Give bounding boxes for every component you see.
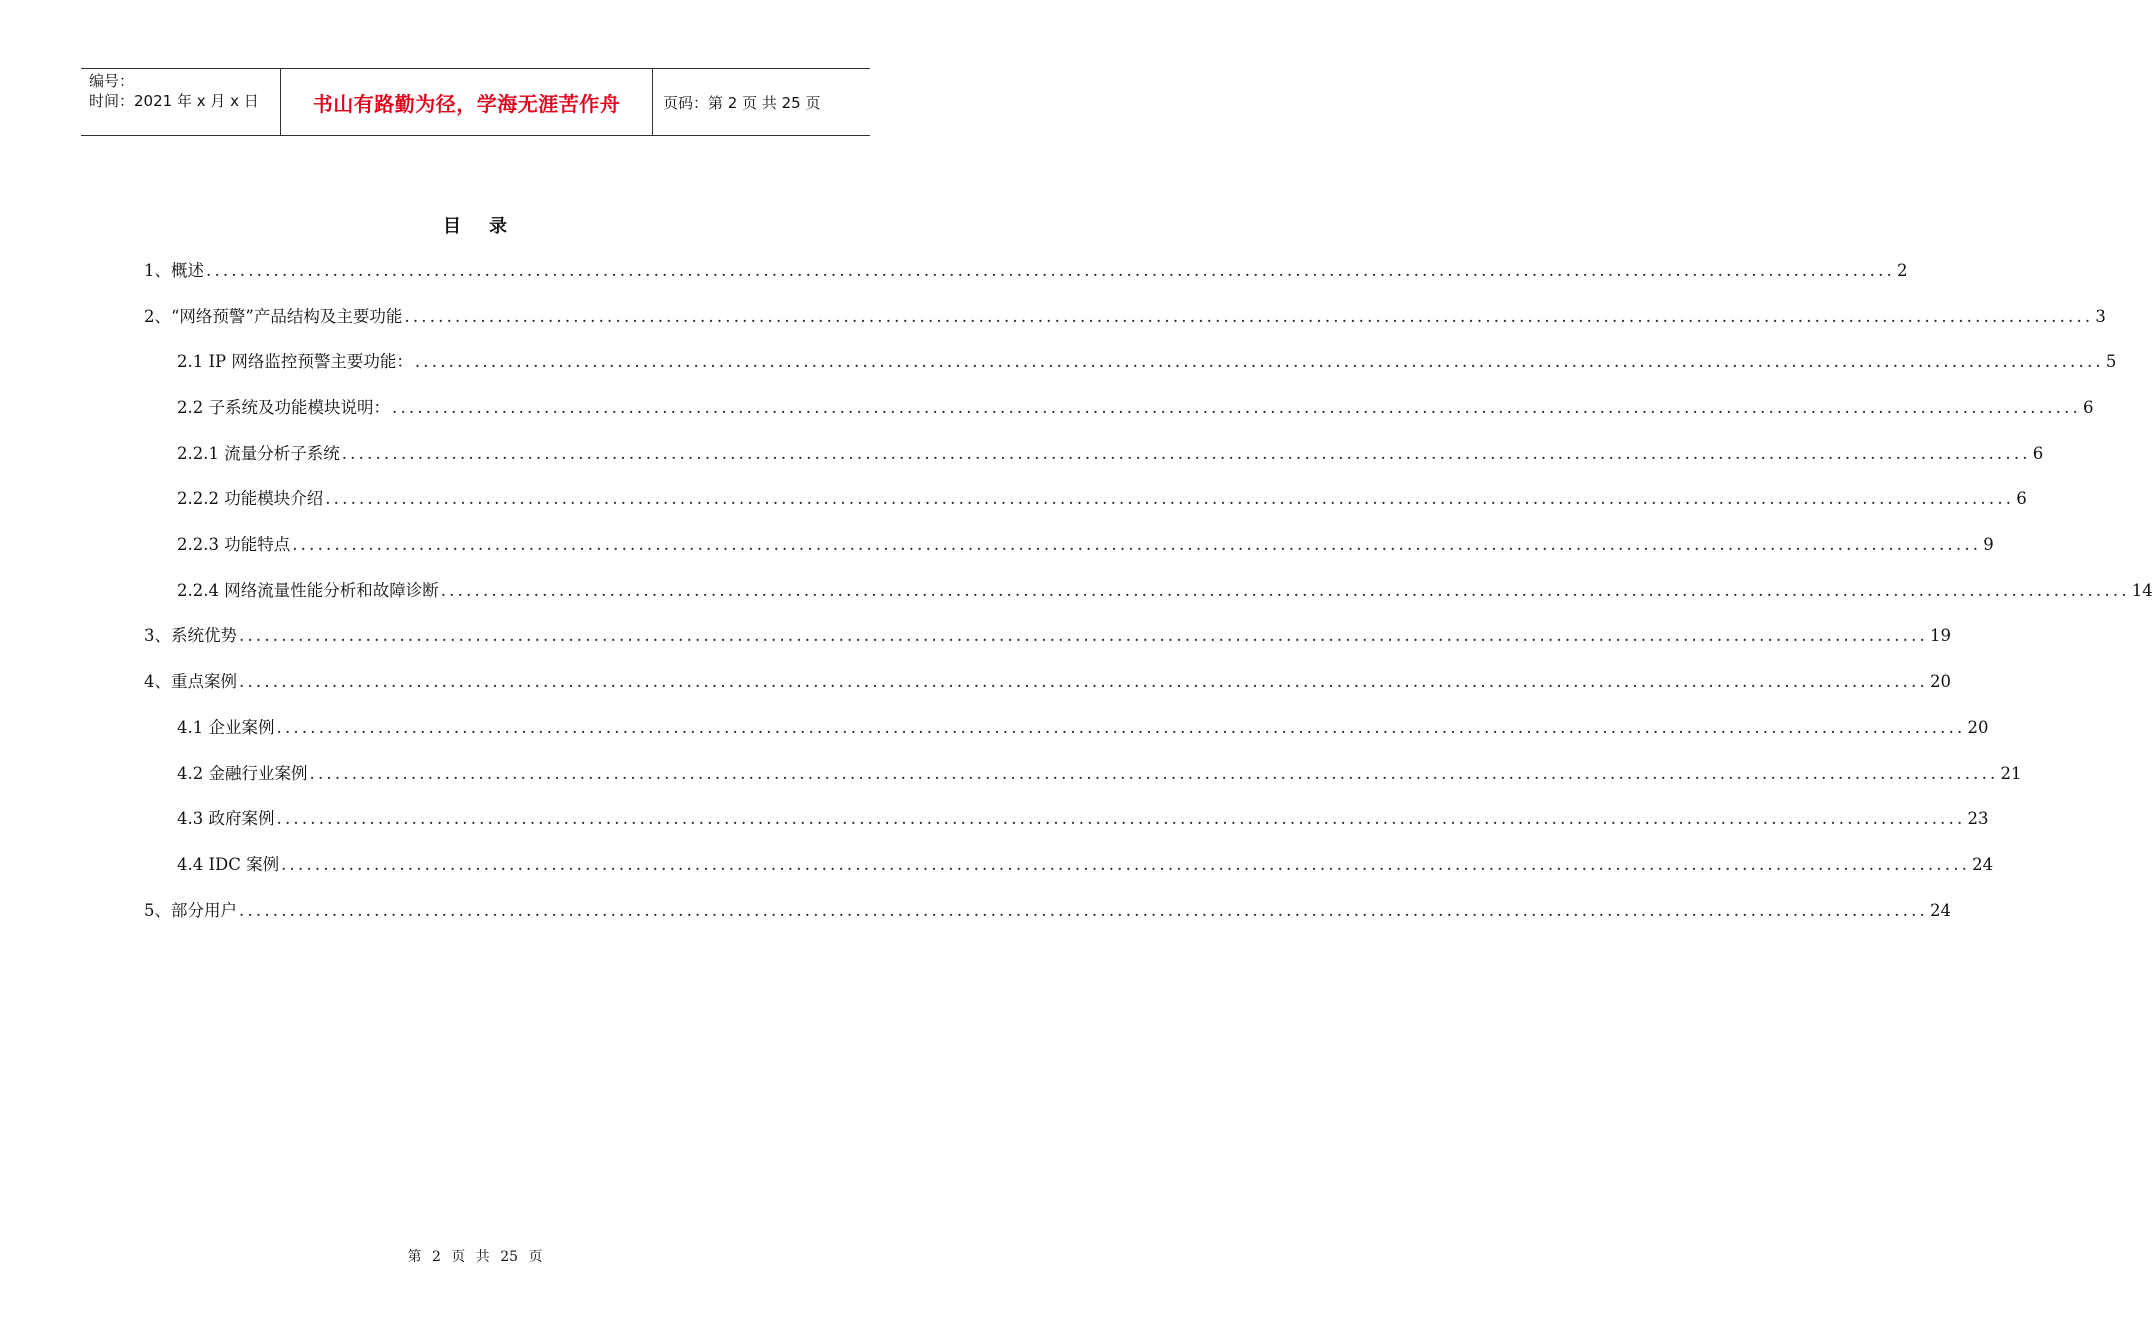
toc-entry[interactable] (177, 715, 1989, 741)
toc-title: 目录 (443, 216, 535, 237)
toc-leader-dots: ........................................................................................................................................................................................................ (281, 855, 1971, 874)
header-code-label: 编号： (89, 72, 135, 90)
toc-entry-page: 21 (2000, 764, 2022, 783)
toc-entry[interactable] (177, 486, 2027, 512)
page-footer: 第 2 页 共 25 页 (407, 1249, 543, 1265)
toc-entry-page: 2 (1896, 261, 1908, 280)
toc-entry-page: 24 (1972, 855, 1994, 874)
header-page-cell (653, 69, 870, 135)
toc-entry-label: 4.2 金融行业案例 (177, 764, 308, 783)
toc-entry[interactable] (177, 395, 2094, 421)
toc-entry[interactable] (144, 898, 1951, 924)
toc-entry[interactable] (144, 669, 1951, 695)
toc-entry-label: 4.1 企业案例 (177, 718, 275, 737)
toc-entry-label: 2、“网络预警”产品结构及主要功能 (144, 307, 403, 326)
toc-entry[interactable] (177, 349, 2117, 375)
header-motto-cell (281, 69, 653, 135)
toc-leader-dots: ........................................................................................................................................................................................................ (276, 718, 1966, 737)
toc-entry-page: 23 (1967, 809, 1989, 828)
toc-leader-dots: ........................................................................................................................................................................................................ (392, 398, 2081, 417)
toc-leader-dots: ........................................................................................................................................................................................................ (440, 581, 2130, 600)
toc-entry[interactable] (177, 806, 1989, 832)
toc-entry-page: 20 (1967, 718, 1989, 737)
toc-entry-label: 2.2.1 流量分析子系统 (177, 444, 340, 463)
toc-entry[interactable] (177, 578, 2153, 604)
toc-leader-dots: ........................................................................................................................................................................................................ (341, 444, 2031, 463)
toc-entry-label: 1、概述 (144, 261, 204, 280)
toc-leader-dots: ........................................................................................................................................................................................................ (239, 626, 1928, 645)
toc-entry-page: 19 (1929, 626, 1951, 645)
toc-entry-page: 5 (2105, 352, 2117, 371)
toc-entry-label: 2.2.4 网络流量性能分析和故障诊断 (177, 581, 439, 600)
toc-entry-label: 4.4 IDC 案例 (177, 855, 280, 874)
toc-entry-page: 20 (1929, 672, 1951, 691)
toc-leader-dots: ........................................................................................................................................................................................................ (325, 489, 2015, 508)
toc-entry-label: 2.2.2 功能模块介绍 (177, 489, 324, 508)
toc-leader-dots: ........................................................................................................................................................................................................ (309, 764, 1999, 783)
header-page-info: 页码：第 2 页 共 25 页 (663, 93, 821, 112)
toc-entry[interactable] (177, 441, 2044, 467)
toc-entry-page: 14 (2131, 581, 2153, 600)
header-time-label: 时间：2021 年 x 月 x 日 (89, 92, 259, 110)
toc-entry[interactable] (144, 623, 1951, 649)
toc-entry-page: 24 (1929, 901, 1951, 920)
toc-entry-label: 2.2 子系统及功能模块说明： (177, 398, 390, 417)
toc-entry-page: 6 (2016, 489, 2027, 508)
page-header (81, 68, 870, 136)
toc-entry-label: 2.1 IP 网络监控预警主要功能： (177, 352, 413, 371)
toc-entry-page: 6 (2082, 398, 2094, 417)
toc-leader-dots: ........................................................................................................................................................................................................ (276, 809, 1966, 828)
toc-entry[interactable] (144, 304, 2106, 330)
header-motto: 书山有路勤为径，学海无涯苦作舟 (312, 91, 621, 116)
toc-leader-dots: ........................................................................................................................................................................................................ (206, 261, 1895, 280)
toc-entry-label: 5、部分用户 (144, 901, 237, 920)
toc-leader-dots: ........................................................................................................................................................................................................ (239, 901, 1928, 920)
toc-entry-page: 9 (1983, 535, 1994, 554)
toc-entry-label: 4、重点案例 (144, 672, 237, 691)
toc-entry[interactable] (144, 258, 1908, 284)
toc-entry[interactable] (177, 761, 2022, 787)
toc-leader-dots: ........................................................................................................................................................................................................ (292, 535, 1982, 554)
toc-entry-label: 4.3 政府案例 (177, 809, 275, 828)
toc-entry-label: 2.2.3 功能特点 (177, 535, 291, 554)
toc-entry-label: 3、系统优势 (144, 626, 237, 645)
toc-leader-dots: ........................................................................................................................................................................................................ (404, 307, 2094, 326)
toc-entry[interactable] (177, 532, 1994, 558)
toc-entry-page: 3 (2095, 307, 2106, 326)
header-meta-cell (81, 69, 281, 135)
toc-entry[interactable] (177, 852, 1994, 878)
toc-leader-dots: ........................................................................................................................................................................................................ (414, 352, 2104, 371)
toc-entry-page: 6 (2032, 444, 2044, 463)
toc-leader-dots: ........................................................................................................................................................................................................ (239, 672, 1928, 691)
